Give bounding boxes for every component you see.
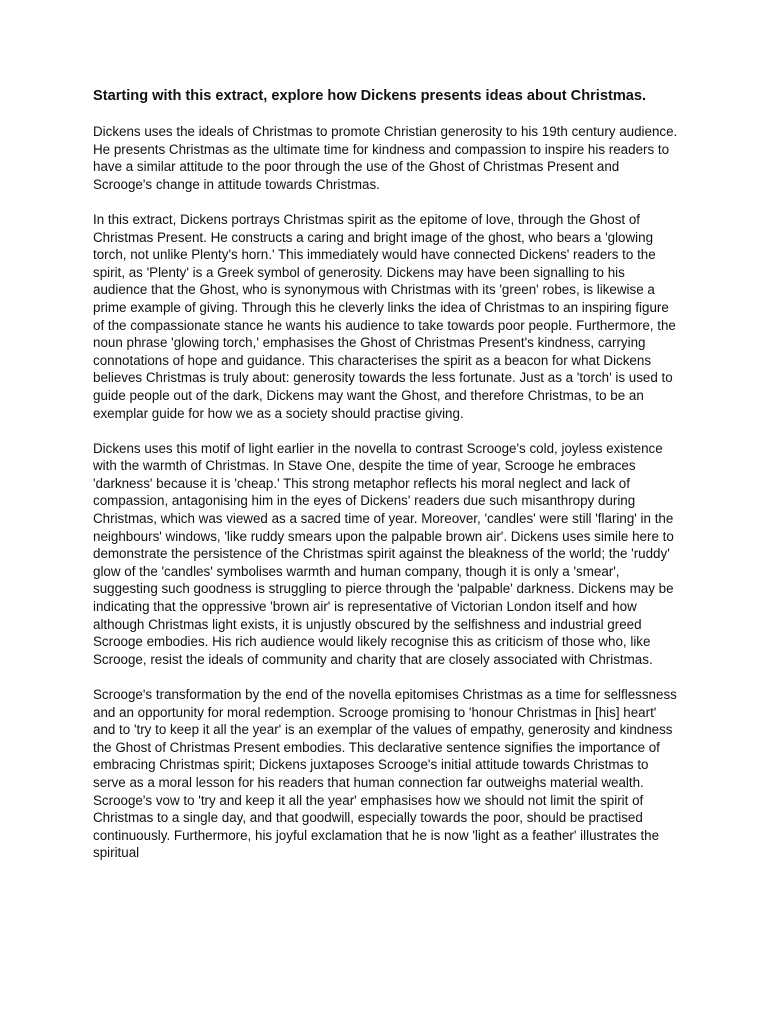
- paragraph-scrooge-transformation: Scrooge's transformation by the end of the novella epitomises Christmas as a time for selflessness and an opportunity for moral redemption. Scrooge promising to 'honour Christmas in [his] heart' and to 'try to keep it all the year' is an exemplar of the values of empathy, generosity and kindness the Ghost of Christmas Present embodies. This declarative sentence signifies the importance of embracing Christmas spirit; Dickens juxtaposes Scrooge's initial attitude towards Christmas to serve as a moral lesson for his readers that human connection far outweighs material wealth. Scrooge's vow to 'try and keep it all the year' emphasises how we should not limit the spirit of Christmas to a single day, and that goodwill, especially towards the poor, should be practised continuously. Furthermore, his joyful exclamation that he is now 'light as a feather' illustrates the spiritual: [93, 687, 677, 861]
- essay-question-title: Starting with this extract, explore how Dickens presents ideas about Christmas.: [93, 88, 647, 104]
- paragraph-ghost-of-christmas-present: In this extract, Dickens portrays Christmas spirit as the epitome of love, through the Ghost of Christmas Present. He constructs a caring and bright image of the ghost, who bears a 'glowing torch, not unlike Plenty's horn.' This immediately would have connected Dickens' readers to the spirit, as 'Plenty' is a Greek symbol of generosity. Dickens may have been signalling to his audience that the Ghost, who is synonymous with Christmas with its 'green' robes, is likewise a prime example of giving. Through this he cleverly links the idea of Christmas to an inspiring figure of the compassionate stance he wants his audience to take towards poor people. Furthermore, the noun phrase 'glowing torch,' emphasises the Ghost of Christmas Present's kindness, carrying connotations of hope and guidance. This characterises the spirit as a beacon for what Dickens believes Christmas is truly about: generosity towards the less fortunate. Just as a 'torch' is used to guide people out of the dark, Dickens may want the Ghost, and therefore Christmas, to be an exemplar guide for how we as a society should practise giving.: [93, 211, 676, 421]
- document-page: [93, 87, 678, 880]
- paragraph-motif-of-light: Dickens uses this motif of light earlier in the novella to contrast Scrooge's cold, joyless existence with the warmth of Christmas. In Stave One, despite the time of year, Scrooge he embraces 'darkness' because it is 'cheap.' This strong metaphor reflects his moral neglect and lack of compassion, antagonising him in the eyes of Dickens' readers due such misanthropy during Christmas, which was viewed as a sacred time of year. Moreover, 'candles' were still 'flaring' in the neighbours' windows, 'like ruddy smears upon the palpable brown air'. Dickens uses simile here to demonstrate the persistence of the Christmas spirit against the bleakness of the world; the 'ruddy' glow of the 'candles' symbolises warmth and human company, though it is only a 'smear', suggesting such goodness is struggling to pierce through the 'palpable' darkness. Dickens may be indicating that the oppressive 'brown air' is representative of Victorian London itself and how although Christmas light exists, it is unjustly obscured by the selfishness and industrial greed Scrooge embodies. His rich audience would likely recognise this as criticism of those who, like Scrooge, resist the ideals of community and charity that are closely associated with Christmas.: [93, 440, 674, 667]
- paragraph-introduction: Dickens uses the ideals of Christmas to promote Christian generosity to his 19th century audience. He presents Christmas as the ultimate time for kindness and compassion to inspire his readers to have a similar attitude to the poor through the use of the Ghost of Christmas Present and Scrooge's change in attitude towards Christmas.: [93, 124, 678, 192]
